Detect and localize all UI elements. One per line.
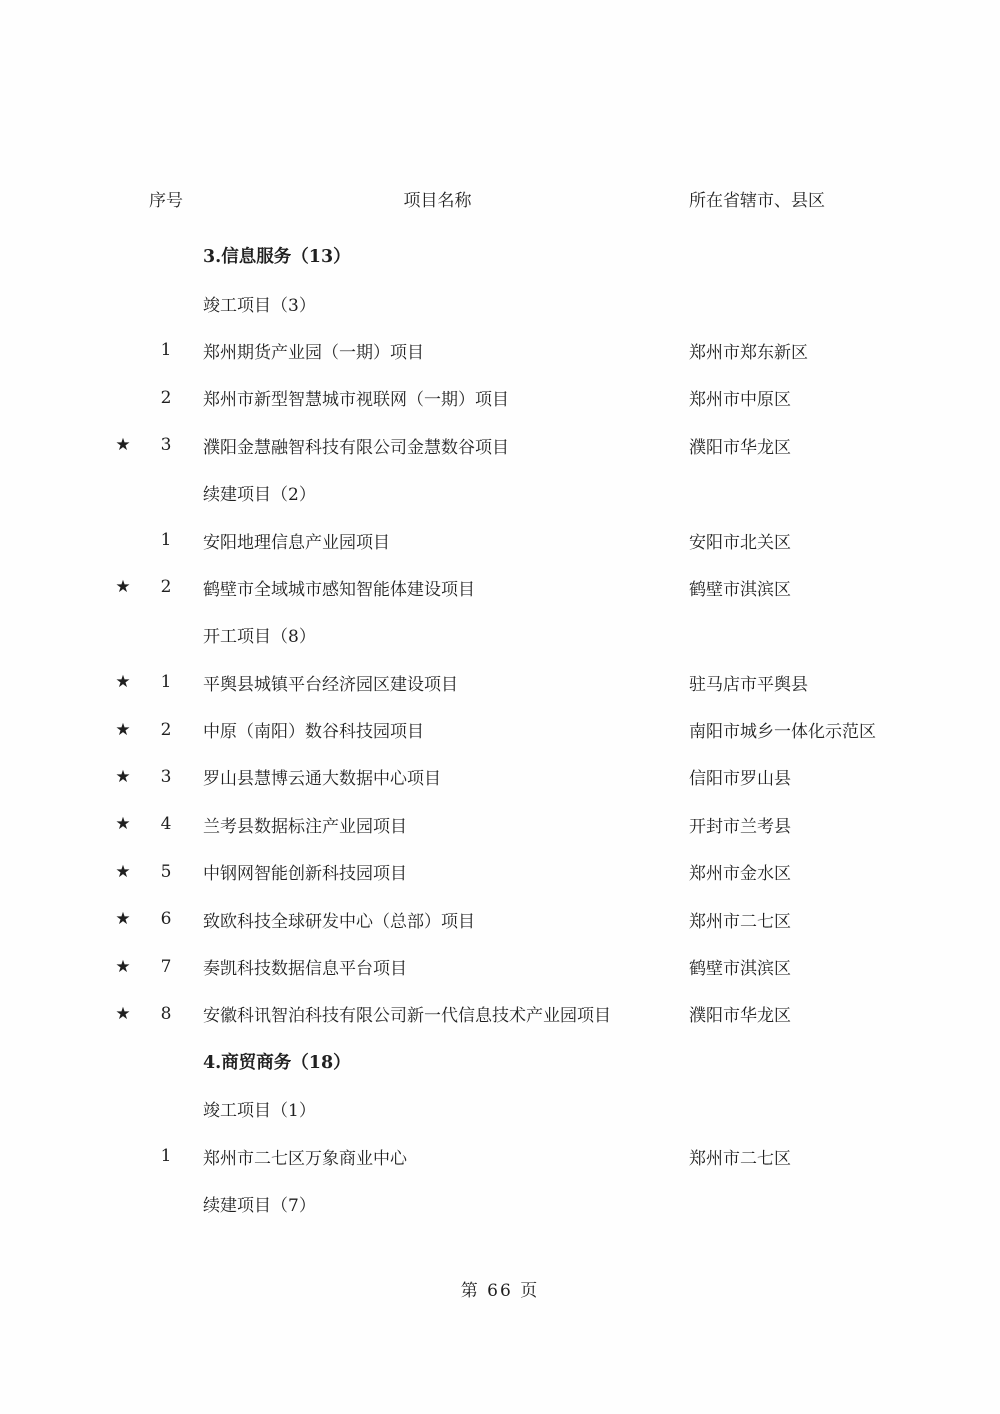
project-name: 安徽科讯智泊科技有限公司新一代信息技术产业园项目: [203, 1006, 611, 1027]
row-index: 1: [160, 1146, 172, 1167]
star-icon: ★: [115, 1003, 131, 1024]
star-icon: ★: [115, 909, 131, 930]
row-index: 7: [160, 956, 172, 977]
row-index: 2: [160, 387, 172, 408]
row-index: 1: [160, 530, 172, 551]
row-index: 4: [160, 814, 172, 835]
table-row: [100, 848, 939, 895]
star-icon: ★: [115, 956, 131, 977]
project-location: 鹤壁市淇滨区: [689, 579, 791, 600]
project-name: 濮阳金慧融智科技有限公司金慧数谷项目: [203, 437, 509, 458]
project-location: 安阳市北关区: [689, 532, 791, 553]
project-location: 郑州市郑东新区: [689, 342, 808, 363]
project-name: 开工项目（8）: [203, 627, 316, 648]
star-icon: ★: [115, 435, 131, 456]
project-name: 3.信息服务（13）: [203, 247, 351, 268]
column-header-location: 所在省辖市、县区: [689, 190, 825, 211]
table-header-row: [100, 182, 939, 214]
project-name: 安阳地理信息产业园项目: [203, 532, 390, 553]
subsection-heading-row: [100, 279, 939, 326]
star-icon: ★: [115, 719, 131, 740]
row-index: 3: [160, 766, 172, 787]
star-icon: ★: [115, 861, 131, 882]
table-row: [100, 706, 939, 753]
table-row: [100, 422, 939, 469]
table-row: [100, 374, 939, 421]
section-heading-row: [100, 1038, 939, 1085]
project-location: 信阳市罗山县: [689, 769, 791, 790]
row-index: 2: [160, 719, 172, 740]
project-location: 郑州市中原区: [689, 390, 791, 411]
project-name: 中钢网智能创新科技园项目: [203, 864, 407, 885]
subsection-heading-row: [100, 1085, 939, 1132]
project-location: 濮阳市华龙区: [689, 437, 791, 458]
project-name: 4.商贸商务（18）: [203, 1052, 351, 1073]
column-header-index: 序号: [149, 190, 183, 211]
section-heading-row: [100, 232, 939, 279]
project-location: 郑州市二七区: [689, 911, 791, 932]
table-row: [100, 659, 939, 706]
table-row: [100, 943, 939, 990]
project-name: 竣工项目（1）: [203, 1101, 316, 1122]
project-name: 奏凯科技数据信息平台项目: [203, 959, 407, 980]
project-location: 郑州市金水区: [689, 864, 791, 885]
table-row: [100, 753, 939, 800]
row-index: 1: [160, 340, 172, 361]
star-icon: ★: [115, 814, 131, 835]
project-location: 南阳市城乡一体化示范区: [689, 722, 876, 743]
subsection-heading-row: [100, 469, 939, 516]
table-row: [100, 1132, 939, 1179]
table-row: [100, 564, 939, 611]
project-location: 濮阳市华龙区: [689, 1006, 791, 1027]
row-index: 1: [160, 672, 172, 693]
table-row: [100, 895, 939, 942]
project-name: 兰考县数据标注产业园项目: [203, 816, 407, 837]
project-name: 郑州市二七区万象商业中心: [203, 1148, 407, 1169]
star-icon: ★: [115, 577, 131, 598]
subsection-heading-row: [100, 1180, 939, 1227]
table-row: [100, 801, 939, 848]
project-name: 致欧科技全球研发中心（总部）项目: [203, 911, 475, 932]
row-index: 8: [160, 1003, 172, 1024]
star-icon: ★: [115, 766, 131, 787]
project-name: 鹤壁市全域城市感知智能体建设项目: [203, 579, 475, 600]
project-name: 续建项目（2）: [203, 485, 316, 506]
project-location: 郑州市二七区: [689, 1148, 791, 1169]
table-body: [100, 232, 939, 1227]
row-index: 3: [160, 435, 172, 456]
star-icon: ★: [115, 672, 131, 693]
page-number: 第 66 页: [460, 1281, 540, 1301]
row-index: 6: [160, 909, 172, 930]
row-index: 2: [160, 577, 172, 598]
project-name: 罗山县慧博云通大数据中心项目: [203, 769, 441, 790]
project-name: 郑州期货产业园（一期）项目: [203, 342, 424, 363]
project-location: 驻马店市平舆县: [689, 674, 808, 695]
table-row: [100, 516, 939, 563]
table-row: [100, 990, 939, 1037]
project-location: 开封市兰考县: [689, 816, 791, 837]
project-name: 竣工项目（3）: [203, 295, 316, 316]
subsection-heading-row: [100, 611, 939, 658]
row-index: 5: [160, 861, 172, 882]
project-name: 中原（南阳）数谷科技园项目: [203, 722, 424, 743]
table-row: [100, 327, 939, 374]
project-name: 平舆县城镇平台经济园区建设项目: [203, 674, 458, 695]
project-name: 郑州市新型智慧城市视联网（一期）项目: [203, 390, 509, 411]
project-name: 续建项目（7）: [203, 1196, 316, 1216]
project-location: 鹤壁市淇滨区: [689, 959, 791, 980]
column-header-project-name: 项目名称: [403, 190, 472, 211]
